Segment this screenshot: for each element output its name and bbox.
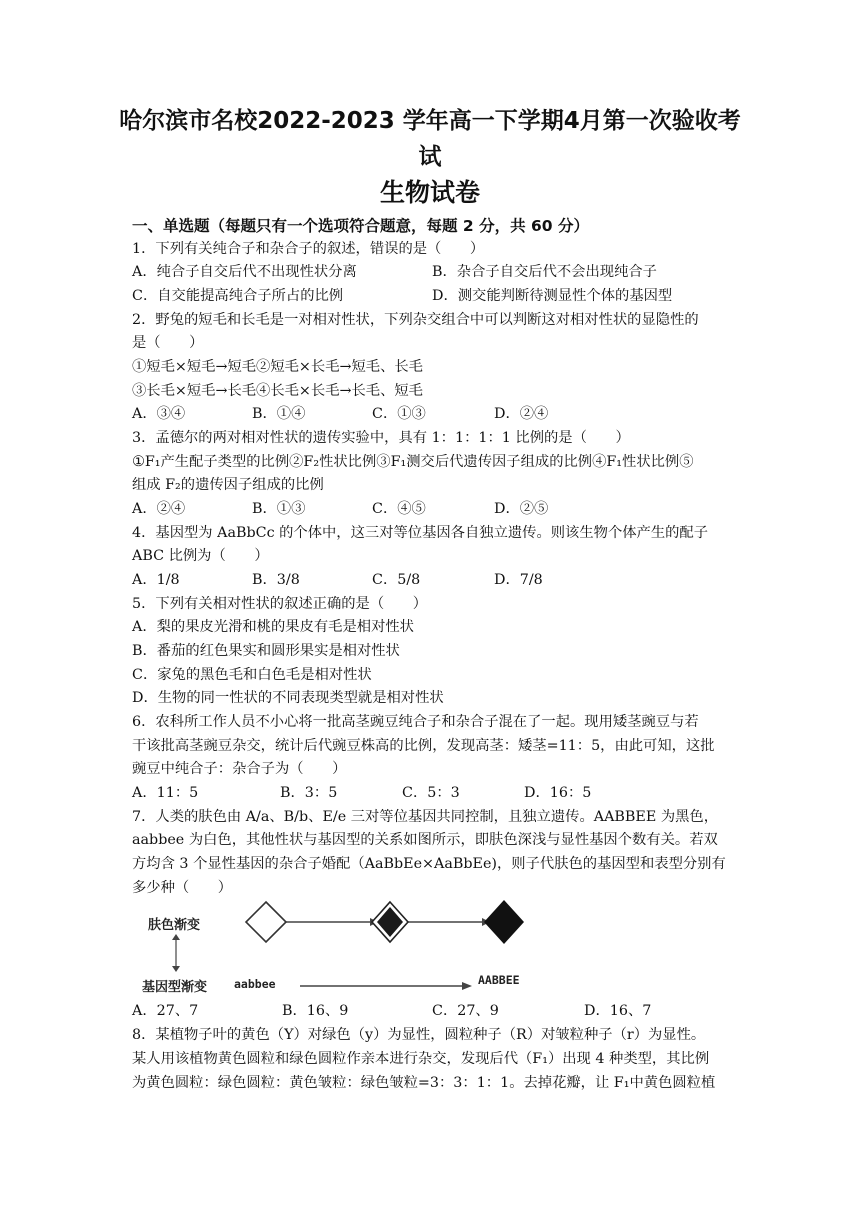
- q3-stem-3: 组成 F₂的遗传因子组成的比例: [132, 477, 324, 493]
- figure-genotype-left: aabbee: [234, 977, 276, 991]
- q2-cross-1: ①短毛×短毛→短毛②短毛×长毛→短毛、长毛: [132, 359, 423, 375]
- q3-option-c: C．④⑤: [372, 501, 426, 517]
- q5-option-a: A．梨的果皮光滑和桃的果皮有毛是相对性状: [132, 619, 414, 635]
- q6-option-b: B．3：5: [280, 785, 338, 801]
- exam-title-line1: 哈尔滨市名校2022-2023 学年高一下学期4月第一次验收考: [119, 108, 741, 134]
- exam-title-line2: 试: [418, 144, 442, 170]
- q7-stem-2: aabbee 为白色，其他性状与基因型的关系如图所示，即肤色深浅与显性基因个数有关。若双: [132, 832, 718, 848]
- q1-option-c: C．自交能提高纯合子所占的比例: [132, 288, 344, 304]
- q3-stem: 3．孟德尔的两对相对性状的遗传实验中，具有 1：1：1：1 比例的是（ ）: [132, 430, 630, 446]
- skin-color-figure: [140, 892, 610, 995]
- q8-stem-2: 某人用该植物黄色圆粒和绿色圆粒作亲本进行杂交，发现后代（F₁）出现 4 种类型，其比例: [132, 1051, 710, 1067]
- q5-option-c: C．家兔的黑色毛和白色毛是相对性状: [132, 667, 372, 683]
- q7-stem-1: 7．人类的肤色由 A/a、B/b、E/e 三对等位基因共同控制，且独立遗传。AABBEE 为黑色，: [132, 809, 719, 825]
- q6-stem-2: 干该批高茎豌豆杂交，统计后代豌豆株高的比例，发现高茎：矮茎=11：5，由此可知，这批: [132, 738, 715, 754]
- q4-option-b: B．3/8: [252, 572, 300, 588]
- q4-option-d: D．7/8: [494, 572, 543, 588]
- q8-stem-3: 为黄色圆粒：绿色圆粒：黄色皱粒：绿色皱粒=3：3：1：1。去掉花瓣，让 F₁中黄色圆粒植: [132, 1075, 716, 1091]
- q7-option-c: C．27、9: [432, 1003, 499, 1019]
- q2-option-a: A．③④: [132, 406, 186, 422]
- q7-option-b: B．16、9: [282, 1003, 349, 1019]
- q4-stem-2: ABC 比例为（ ）: [132, 548, 269, 564]
- q2-cross-2: ③长毛×短毛→长毛④长毛×长毛→长毛、短毛: [132, 383, 423, 399]
- q6-option-a: A．11：5: [132, 785, 199, 801]
- q2-stem-2: 是（ ）: [132, 335, 204, 351]
- skin-color-gradient-diagram: [140, 892, 610, 990]
- q1-option-a: A．纯合子自交后代不出现性状分离: [132, 264, 357, 280]
- exam-subtitle: 生物试卷: [379, 178, 480, 207]
- q6-option-d: D．16：5: [524, 785, 592, 801]
- q8-stem-1: 8．某植物子叶的黄色（Y）对绿色（y）为显性，圆粒种子（R）对皱粒种子（r）为显性。: [132, 1027, 706, 1043]
- q7-stem-4: 多少种（ ）: [132, 880, 233, 896]
- q1-option-d: D．测交能判断待测显性个体的基因型: [432, 288, 673, 304]
- q4-option-c: C．5/8: [372, 572, 421, 588]
- q2-option-c: C．①③: [372, 406, 426, 422]
- q7-option-a: A．27、7: [132, 1003, 199, 1019]
- q6-option-c: C．5：3: [402, 785, 460, 801]
- black-diamond-icon: [484, 900, 524, 944]
- q3-option-b: B．①③: [252, 501, 306, 517]
- q6-stem-3: 豌豆中纯合子：杂合子为（ ）: [132, 761, 347, 777]
- q6-stem-1: 6．农科所工作人员不小心将一批高茎豌豆纯合子和杂合子混在了一起。现用矮茎豌豆与若: [132, 714, 699, 730]
- white-diamond-icon: [246, 902, 286, 942]
- figure-label-skin-gradient: 肤色渐变: [148, 918, 201, 933]
- q4-stem-1: 4．基因型为 AaBbCc 的个体中，这三对等位基因各自独立遗传。则该生物个体产生的配子: [132, 525, 709, 541]
- q5-stem: 5．下列有关相对性状的叙述正确的是（ ）: [132, 596, 428, 612]
- q7-option-d: D．16、7: [584, 1003, 652, 1019]
- q1-stem: 1．下列有关纯合子和杂合子的叙述，错误的是（ ）: [132, 241, 485, 257]
- figure-genotype-right: AABBEE: [478, 973, 520, 987]
- vertical-arrow-down: [172, 966, 180, 972]
- q2-option-d: D．②④: [494, 406, 549, 422]
- q4-option-a: A．1/8: [132, 572, 180, 588]
- q3-option-d: D．②⑤: [494, 501, 549, 517]
- figure-label-genotype-gradient: 基因型渐变: [142, 980, 208, 995]
- q5-option-d: D．生物的同一性状的不同表现类型就是相对性状: [132, 690, 444, 706]
- q3-option-a: A．②④: [132, 501, 186, 517]
- q5-option-b: B．番茄的红色果实和圆形果实是相对性状: [132, 643, 400, 659]
- vertical-arrow-up: [172, 934, 180, 940]
- q7-stem-3: 方均含 3 个显性基因的杂合子婚配（AaBbEe×AaBbEe)，则子代肤色的基因型和表型分别有: [132, 856, 726, 872]
- genotype-arrow-head: [462, 982, 472, 990]
- section-heading: 一、单选题（每题只有一个选项符合题意，每题 2 分，共 60 分）: [132, 217, 589, 235]
- q2-stem-1: 2．野兔的短毛和长毛是一对相对性状，下列杂交组合中可以判断这对相对性状的显隐性的: [132, 312, 699, 328]
- q1-option-b: B．杂合子自交后代不会出现纯合子: [432, 264, 657, 280]
- q3-stem-2: ①F₁产生配子类型的比例②F₂性状比例③F₁测交后代遗传因子组成的比例④F₁性状比例⑤: [132, 454, 694, 470]
- q2-option-b: B．①④: [252, 406, 306, 422]
